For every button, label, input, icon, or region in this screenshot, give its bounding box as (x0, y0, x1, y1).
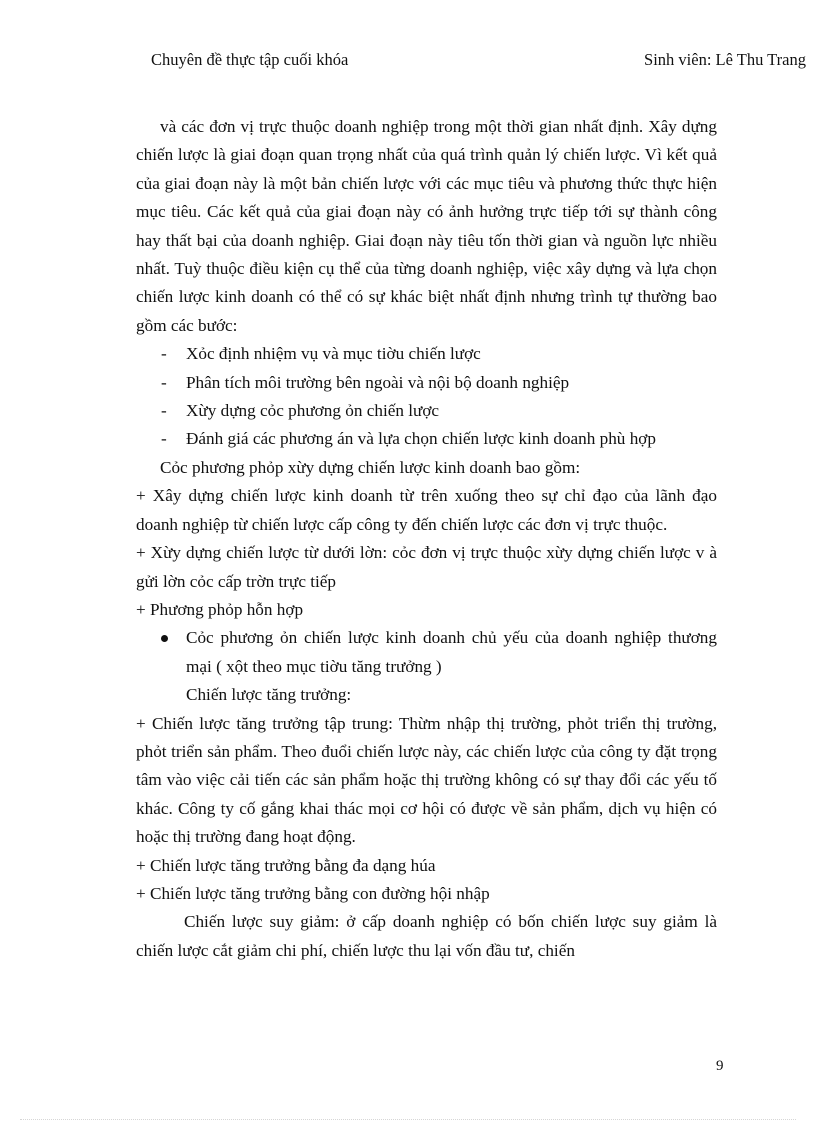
growth-diversification: + Chiến lược tăng trưởng bằng đa dạng húa (136, 855, 436, 875)
dash-marker: - (161, 401, 167, 421)
decline-paragraph: Chiến lược suy giảm: ở cấp doanh nghiệp có bốn chiến lược suy giảm là chiến lược cắt giảm chi phí, chiến lược thu lại vốn đầu tư, chiến (136, 912, 717, 960)
dash-marker: - (161, 429, 167, 449)
document-body (136, 113, 717, 965)
header-title: Chuyên đề thực tập cuối khóa (151, 50, 349, 69)
list-item: - Xỏc định nhiệm vụ và mục tiờu chiến lược (136, 340, 717, 368)
growth-integration: + Chiến lược tăng trưởng bằng con đường hội nhập (136, 883, 490, 903)
method-top-down: + Xây dựng chiến lược kinh doanh từ trên xuống theo sự chỉ đạo của lãnh đạo doanh nghiệp từ chiến lược cấp công ty đến chiến lược các đơn vị trực thuộc. (136, 486, 717, 534)
growth-heading: Chiến lược tăng trưởng: (186, 685, 352, 705)
intro-paragraph: và các đơn vị trực thuộc doanh nghiệp trong một thời gian nhất định. Xây dựng chiến lược là giai đoạn quan trọng nhất của quá trình quản lý chiến lược. Vì kết quả của giai đoạn này là một bản chiến lược với các mục tiêu và phương thức thực hiện mục tiêu. Các kết quả của giai đoạn này có ảnh hưởng trực tiếp tới sự thành công hay thất bại của doanh nghiệp. Giai đoạn này tiêu tốn thời gian và nguồn lực nhiều nhất. Tuỳ thuộc điều kiện cụ thể của từng doanh nghiệp, việc xây dựng và lựa chọn chiến lược kinh doanh có thể có sự khác biệt nhất định nhưng trình tự thường bao gồm các bước: (136, 117, 717, 335)
method-hybrid: + Phương phỏp hỗn hợp (136, 599, 304, 619)
dash-marker: - (161, 372, 167, 392)
steps-list (136, 340, 717, 454)
header-author: Sinh viên: Lê Thu Trang (644, 50, 806, 69)
bullet-dot-icon (161, 635, 168, 642)
bullet-item: Cỏc phương ỏn chiến lược kinh doanh chủ yếu của doanh nghiệp thương mại ( xột theo mục tiờu tăng trưởng ) (136, 624, 717, 681)
growth-focused: + Chiến lược tăng trưởng tập trung: Thừm nhập thị trường, phỏt triển thị trường, phỏt triển sản phẩm. Theo đuổi chiến lược này, các chiến lược của công ty đặt trọng tâm vào việc cải tiến các sản phẩm hoặc thị trường không có sự thay đổi các yếu tố khác. Công ty cố gắng khai thác mọi cơ hội có được về sản phẩm, dịch vụ hiện có hoặc thị trường đang hoạt động. (136, 713, 717, 847)
list-item: - Đánh giá các phương án và lựa chọn chiến lược kinh doanh phù hợp (136, 425, 717, 453)
methods-intro: Cỏc phương phỏp xừy dựng chiến lược kinh doanh bao gồm: (160, 457, 581, 477)
page-number: 9 (716, 1058, 724, 1074)
method-bottom-up: + Xừy dựng chiến lược từ dưới lờn: cỏc đơn vị trực thuộc xừy dựng chiến lược v à gửi lờn cỏc cấp trờn trực tiếp (136, 543, 717, 591)
list-item: - Xừy dựng cỏc phương ỏn chiến lược (136, 397, 717, 425)
list-item: - Phân tích môi trường bên ngoài và nội bộ doanh nghiệp (136, 369, 717, 397)
footer-divider (20, 1119, 796, 1120)
dash-marker: - (161, 344, 167, 364)
